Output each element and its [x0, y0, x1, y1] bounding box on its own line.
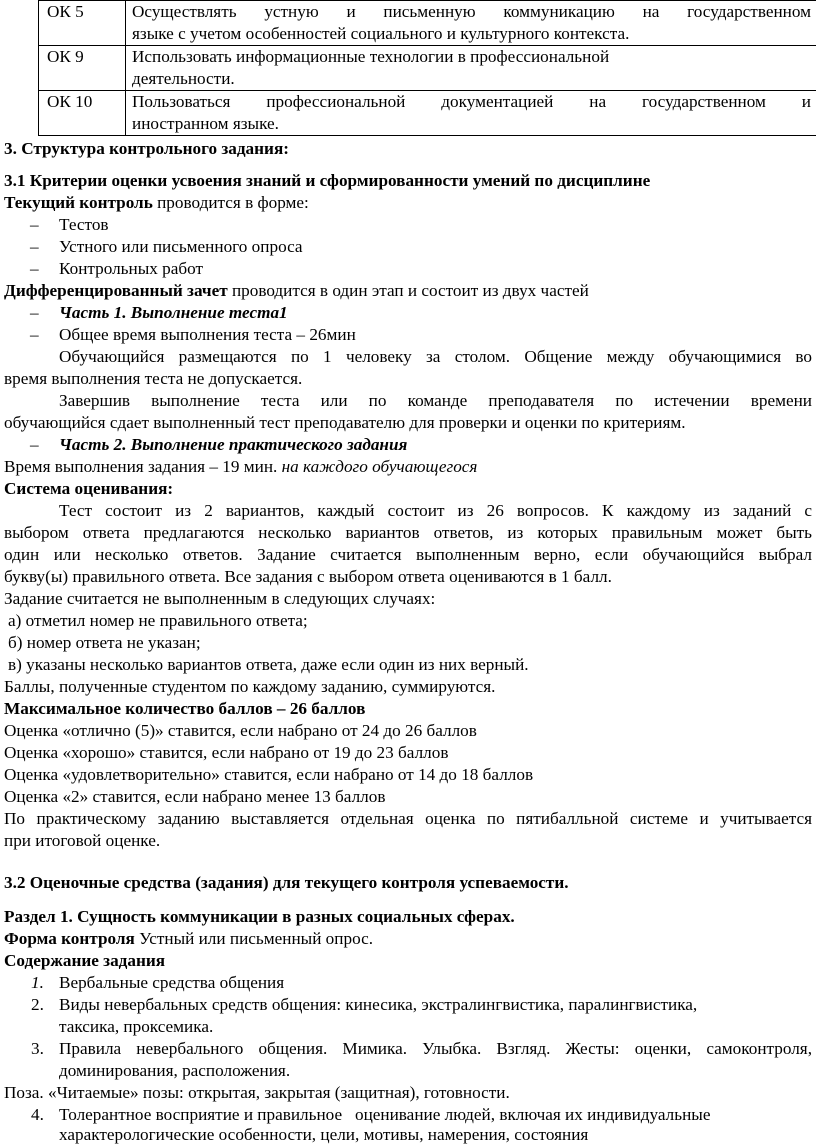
competency-code: ОК 5: [39, 1, 126, 46]
dash-bullet: –: [30, 259, 39, 278]
competency-description: Пользоваться профессиональной документацией на государственном и иностранном языке.: [126, 91, 816, 136]
list-item: Толерантное восприятие и правильное оценивание людей, включая их индивидуальные: [59, 1105, 711, 1124]
list-number: 1.: [31, 973, 44, 992]
case-item: а) отметил номер не правильного ответа;: [8, 611, 308, 630]
table-row: [39, 1, 816, 46]
pose-line: Поза. «Читаемые» позы: открытая, закрытая (защитная), готовности.: [4, 1083, 510, 1102]
section-heading: Раздел 1. Сущность коммуникации в разных социальных сферах.: [4, 907, 515, 926]
form-item: Устного или письменного опроса: [59, 237, 303, 256]
grade-line: Оценка «хорошо» ставится, если набрано от 19 до 23 баллов: [4, 743, 449, 762]
case-item: б) номер ответа не указан;: [8, 633, 201, 652]
dash-bullet: –: [30, 303, 39, 322]
table-row: [39, 91, 816, 136]
paragraph-line: Завершив выполнение теста или по команде преподавателя по истечении времени: [59, 391, 812, 410]
not-done-line: Задание считается не выполненным в следующих случаях:: [4, 589, 436, 608]
competency-code: ОК 9: [39, 46, 126, 91]
sum-line: Баллы, полученные студентом по каждому заданию, суммируются.: [4, 677, 496, 696]
list-item: Правила невербального общения. Мимика. Улыбка. Взгляд. Жесты: оценки, самоконтроля,: [59, 1039, 812, 1058]
paragraph-line: один или несколько ответов. Задание считается выполненным верно, если обучающийся выбрал: [4, 545, 812, 564]
grading-system-title: Система оценивания:: [4, 479, 174, 498]
form-item: Тестов: [59, 215, 109, 234]
paragraph-line: при итоговой оценке.: [4, 831, 161, 850]
list-number: 4.: [31, 1105, 44, 1124]
grade-line: Оценка «отлично (5)» ставится, если набрано от 24 до 26 баллов: [4, 721, 477, 740]
list-item-continuation: таксика, проксемика.: [59, 1017, 214, 1036]
section-3-title: 3. Структура контрольного задания:: [4, 139, 289, 158]
list-item-continuation: характерологические особенности, цели, мотивы, намерения, состояния: [59, 1125, 589, 1144]
list-item: Вербальные средства общения: [59, 973, 285, 992]
competency-table: [38, 0, 816, 136]
control-form-line: Форма контроля Устный или письменный опрос.: [4, 929, 374, 948]
section-3-1-title: 3.1 Критерии оценки усвоения знаний и сформированности умений по дисциплине: [4, 171, 651, 190]
paragraph-line: Тест состоит из 2 вариантов, каждый состоит из 26 вопросов. К каждому из заданий с: [59, 501, 812, 520]
part-1-time: Общее время выполнения теста – 26мин: [59, 325, 356, 344]
grade-line: Оценка «удовлетворительно» ставится, если набрано от 14 до 18 баллов: [4, 765, 534, 784]
list-item: Виды невербальных средств общения: кинесика, экстралингвистика, паралингвистика,: [59, 995, 698, 1014]
max-score-line: Максимальное количество баллов – 26 баллов: [4, 699, 366, 718]
list-number: 3.: [31, 1039, 44, 1058]
paragraph-line: По практическому заданию выставляется отдельная оценка по пятибалльной системе и учитывается: [4, 809, 812, 828]
part-2-time: Время выполнения задания – 19 мин. на каждого обучающегося: [4, 457, 478, 476]
grade-line: Оценка «2» ставится, если набрано менее 13 баллов: [4, 787, 386, 806]
competency-description: Использовать информационные технологии в профессиональной деятельности.: [126, 46, 816, 91]
competency-description: Осуществлять устную и письменную коммуникацию на государственном языке с учетом особенностей социального и культурного контекста.: [126, 1, 816, 46]
part-1-heading: Часть 1. Выполнение теста1: [59, 303, 288, 322]
dash-bullet: –: [30, 237, 39, 256]
paragraph-line: букву(ы) правильного ответа. Все задания с выбором ответа оцениваются в 1 балл.: [4, 567, 612, 586]
form-item: Контрольных работ: [59, 259, 203, 278]
competency-code: ОК 10: [39, 91, 126, 136]
dash-bullet: –: [30, 325, 39, 344]
dash-bullet: –: [30, 215, 39, 234]
paragraph-line: обучающийся сдает выполненный тест преподавателю для проверки и оценки по критериям.: [4, 413, 686, 432]
case-item: в) указаны несколько вариантов ответа, даже если один из них верный.: [8, 655, 529, 674]
diff-credit-line: Дифференцированный зачет проводится в один этап и состоит из двух частей: [4, 281, 589, 300]
list-item-continuation: доминирования, расположения.: [59, 1061, 291, 1080]
dash-bullet: –: [30, 435, 39, 454]
paragraph-line: Обучающийся размещаются по 1 человеку за столом. Общение между обучающимися во: [59, 347, 812, 366]
part-2-heading: Часть 2. Выполнение практического задания: [59, 435, 408, 454]
table-row: [39, 46, 816, 91]
current-control-line: Текущий контроль проводится в форме:: [4, 193, 309, 212]
task-content-title: Содержание задания: [4, 951, 166, 970]
list-number: 2.: [31, 995, 44, 1014]
section-3-2-title: 3.2 Оценочные средства (задания) для текущего контроля успеваемости.: [4, 873, 569, 892]
paragraph-line: выбором ответа предлагаются несколько вариантов ответов, из которых правильным может быть: [4, 523, 812, 542]
paragraph-line: время выполнения теста не допускается.: [4, 369, 303, 388]
